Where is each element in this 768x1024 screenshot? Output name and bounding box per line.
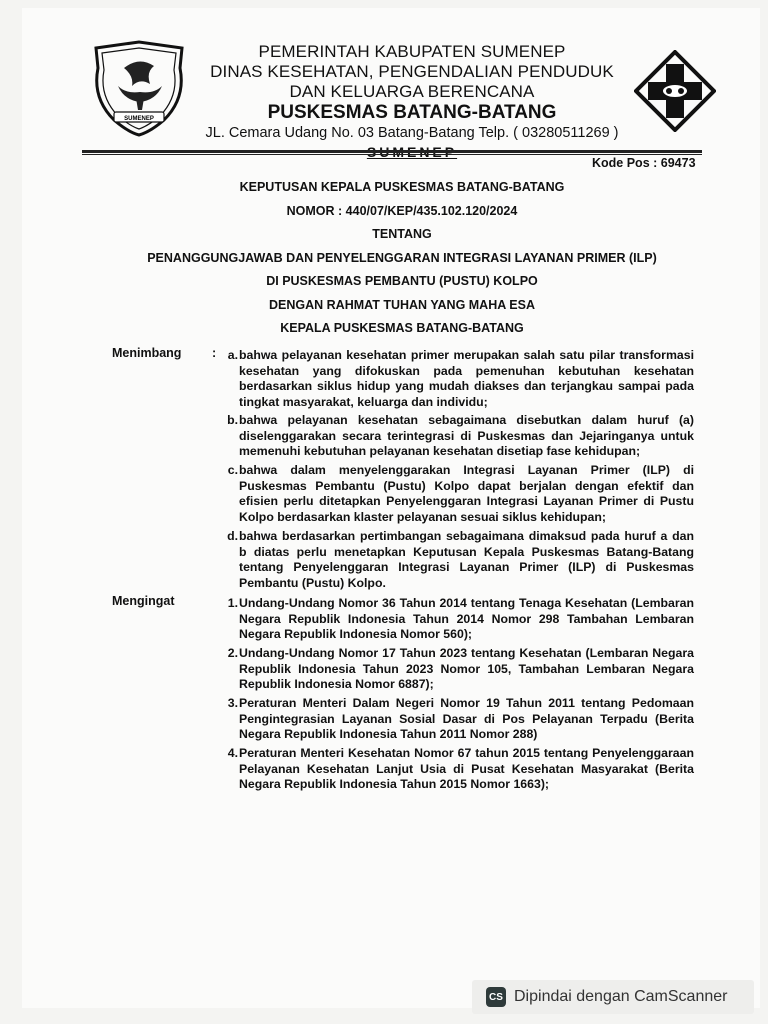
letterhead-line-2: DINAS KESEHATAN, PENGENDALIAN PENDUDUK — [210, 62, 614, 81]
emblem-banner-text: SUMENEP — [124, 116, 154, 122]
item-marker: 4. — [227, 746, 238, 760]
letterhead-line-3: DAN KELUARGA BERENCANA — [289, 82, 535, 101]
item-marker: a. — [227, 348, 238, 362]
mengingat-item — [218, 746, 694, 793]
item-text: bahwa pelayanan kesehatan primer merupakan salah satu pilar transformasi kesehatan yang difokuskan pada pemenuhan kebutuhan kesehatan berdasarkan siklus hidup yang mudah diakses dan terjangkau sampai pada tingkat masyarakat, keluarga dan individu; — [239, 348, 694, 409]
item-marker: c. — [227, 463, 238, 477]
sumenep-emblem-icon — [84, 38, 194, 138]
letterhead-institution: PUSKESMAS BATANG-BATANG — [267, 102, 557, 123]
decree-number: NOMOR : 440/07/KEP/435.102.120/2024 — [286, 203, 518, 218]
item-marker: 1. — [227, 596, 238, 610]
decree-subject: PENANGGUNGJAWAB DAN PENYELENGGARAN INTEGRASI LAYANAN PRIMER (ILP) — [147, 250, 657, 265]
title-authority: KEPALA PUSKESMAS BATANG-BATANG — [280, 321, 524, 335]
camscanner-icon: CS — [486, 987, 506, 1007]
title-line-1: KEPUTUSAN KEPALA PUSKESMAS BATANG-BATANG — [239, 180, 565, 194]
letterhead-rule-thin — [82, 154, 702, 155]
document-page — [22, 8, 760, 1008]
menimbang-item — [218, 463, 694, 525]
letterhead-rule-thick — [82, 150, 702, 153]
postcode: Kode Pos : 69473 — [592, 156, 696, 170]
decree-subject-location: DI PUSKESMAS PEMBANTU (PUSTU) KOLPO — [266, 274, 538, 288]
mengingat-label: Mengingat — [112, 594, 175, 608]
menimbang-label: Menimbang — [112, 346, 182, 360]
menimbang-item — [218, 529, 694, 591]
item-text: bahwa pelayanan kesehatan sebagaimana disebutkan dalam huruf (a) diselenggarakan secara terintegrasi di Puskesmas dan Jejaringanya untuk memenuhi kebutuhan pelayanan kesehatan disetiap fase kehidupan; — [239, 413, 694, 458]
title-invocation: DENGAN RAHMAT TUHAN YANG MAHA ESA — [269, 297, 535, 312]
letterhead-address: JL. Cemara Udang No. 03 Batang-Batang Telp. ( 03280511269 ) — [205, 125, 619, 141]
item-text: Undang-Undang Nomor 36 Tahun 2014 tentang Tenaga Kesehatan (Lembaran Negara Republik Indonesia Tahun 2014 Nomor 298 Tambahan Lembaran Negara Republik Indonesia Nomor 560); — [239, 596, 694, 641]
item-marker: 2. — [227, 646, 238, 660]
menimbang-colon: : — [212, 346, 217, 360]
menimbang-item — [218, 348, 694, 410]
letterhead-line-1: PEMERINTAH KABUPATEN SUMENEP — [258, 42, 566, 61]
decree-title — [82, 176, 722, 341]
puskesmas-logo-icon — [634, 50, 716, 132]
letterhead — [192, 42, 632, 161]
letterhead-city: SUMENEP — [366, 144, 458, 160]
mengingat-item — [218, 646, 694, 693]
item-marker: d. — [227, 529, 238, 543]
mengingat-item — [218, 596, 694, 643]
item-text: bahwa berdasarkan pertimbangan sebagaimana dimaksud pada huruf a dan b diatas perlu menetapkan Keputusan Kepala Puskesmas Batang-Batang tentang Penyelenggaran Integrasi Layanan Primer (ILP) di Puskesmas Pembantu (Pustu) Kolpo. — [239, 529, 694, 590]
title-tentang: TENTANG — [372, 227, 432, 241]
item-text: Peraturan Menteri Kesehatan Nomor 67 tahun 2015 tentang Penyelenggaraan Pelayanan Kesehatan Lanjut Usia di Pusat Kesehatan Masyarakat (Berita Negara Republik Indonesia Tahun 2015 Nomor 1663); — [239, 746, 694, 791]
item-marker: 3. — [227, 696, 238, 710]
camscanner-text: Dipindai dengan CamScanner — [514, 988, 728, 1005]
mengingat-item — [218, 696, 694, 743]
item-marker: b. — [227, 413, 238, 427]
menimbang-item — [218, 413, 694, 460]
item-text: bahwa dalam menyelenggarakan Integrasi Layanan Primer (ILP) di Puskesmas Pembantu (Pustu) Kolpo dapat berjalan dengan efektif dan efisien perlu ditetapkan Penyelenggaran Integrasi Layanan Primer di Pustu Kolpo berdasarkan klaster pelayanan sesuai siklus kehidupan; — [239, 463, 694, 524]
item-text: Peraturan Menteri Dalam Negeri Nomor 19 Tahun 2011 tentang Pedomaan Pengintegrasian Layanan Sosial Dasar di Pos Pelayanan Terpadu (Berita Negara Republik Indonesia Tahun 2011 Nomor 288) — [239, 696, 694, 741]
camscanner-badge — [472, 980, 754, 1014]
item-text: Undang-Undang Nomor 17 Tahun 2023 tentang Kesehatan (Lembaran Negara Republik Indonesia Tahun 2023 Nomor 105, Tambahan Lembaran Negara Republik Indonesia Nomor 6887); — [239, 646, 694, 691]
